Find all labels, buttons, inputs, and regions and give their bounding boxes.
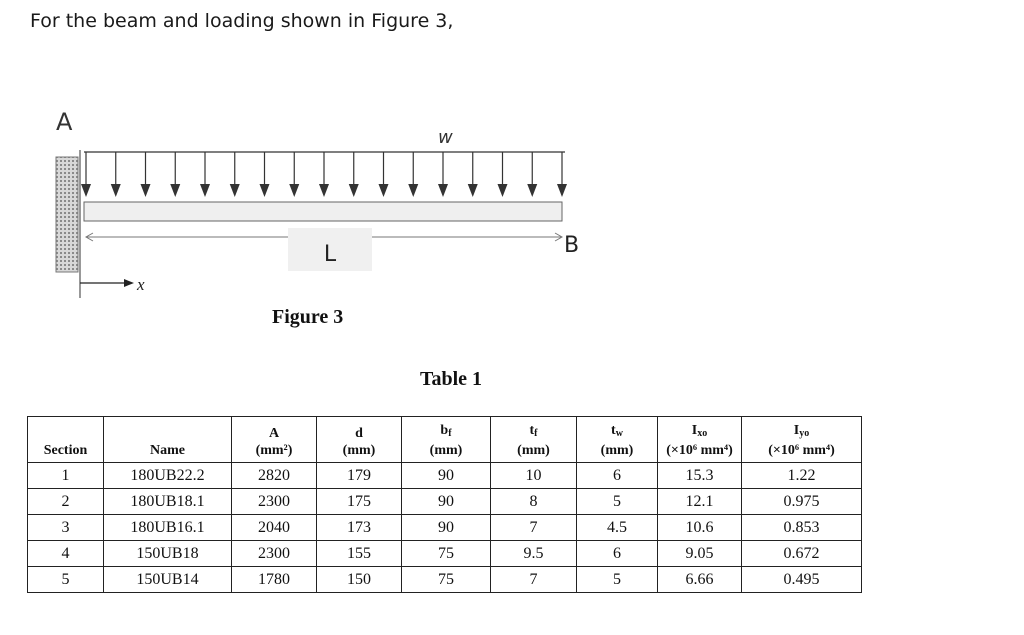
load-arrow-head bbox=[81, 184, 91, 197]
table-cell: 2040 bbox=[232, 515, 317, 541]
column-header bbox=[658, 417, 742, 463]
load-arrow-head bbox=[379, 184, 389, 197]
table-cell: 75 bbox=[402, 541, 491, 567]
table-cell: 150UB18 bbox=[104, 541, 232, 567]
load-arrow-head bbox=[230, 184, 240, 197]
span-label: L bbox=[323, 242, 337, 267]
column-header-subscript: f bbox=[448, 428, 452, 439]
x-axis-arrowhead bbox=[124, 279, 134, 287]
support-label-a: A bbox=[56, 108, 73, 136]
table-cell: 175 bbox=[317, 489, 402, 515]
table-cell: 179 bbox=[317, 463, 402, 489]
column-header bbox=[402, 417, 491, 463]
table-cell: 2300 bbox=[232, 489, 317, 515]
table-row bbox=[28, 567, 862, 593]
table-cell: 9.05 bbox=[658, 541, 742, 567]
table-cell: 180UB16.1 bbox=[104, 515, 232, 541]
table-cell: 2300 bbox=[232, 541, 317, 567]
column-header-label: I bbox=[793, 423, 800, 438]
load-label: w bbox=[438, 127, 453, 148]
table-row bbox=[28, 463, 862, 489]
table-cell: 0.495 bbox=[742, 567, 862, 593]
end-label-b: B bbox=[564, 233, 580, 258]
table-cell: 5 bbox=[577, 489, 658, 515]
load-arrow-head bbox=[468, 184, 478, 197]
column-header bbox=[232, 417, 317, 463]
load-arrow-head bbox=[527, 184, 537, 197]
table-cell: 0.672 bbox=[742, 541, 862, 567]
intro-text: For the beam and loading shown in Figure 3, bbox=[30, 10, 454, 32]
table-cell: 1.22 bbox=[742, 463, 862, 489]
table-cell: 6 bbox=[577, 463, 658, 489]
table-cell: 10.6 bbox=[658, 515, 742, 541]
table-cell: 4 bbox=[28, 541, 104, 567]
table-cell: 2820 bbox=[232, 463, 317, 489]
load-arrow-head bbox=[557, 184, 567, 197]
table-row bbox=[28, 489, 862, 515]
table-cell: 180UB18.1 bbox=[104, 489, 232, 515]
load-arrow-head bbox=[170, 184, 180, 197]
column-header-unit: (mm²) bbox=[255, 443, 293, 458]
table-cell: 6 bbox=[577, 541, 658, 567]
table-cell: 150UB14 bbox=[104, 567, 232, 593]
table-cell: 12.1 bbox=[658, 489, 742, 515]
table-cell: 10 bbox=[491, 463, 577, 489]
load-arrow-head bbox=[141, 184, 151, 197]
column-header-label: b bbox=[440, 423, 449, 438]
table-cell: 5 bbox=[28, 567, 104, 593]
column-header-label: Section bbox=[43, 443, 88, 458]
table-cell: 9.5 bbox=[491, 541, 577, 567]
column-header-unit: (×10⁶ mm⁴) bbox=[666, 443, 733, 458]
column-header-subscript: f bbox=[534, 428, 538, 439]
beam bbox=[84, 202, 562, 221]
load-arrow-head bbox=[319, 184, 329, 197]
table-body bbox=[28, 463, 862, 593]
column-header bbox=[317, 417, 402, 463]
table-cell: 2 bbox=[28, 489, 104, 515]
table-cell: 7 bbox=[491, 567, 577, 593]
load-arrow-head bbox=[349, 184, 359, 197]
column-header bbox=[742, 417, 862, 463]
table-cell: 1 bbox=[28, 463, 104, 489]
table-cell: 75 bbox=[402, 567, 491, 593]
table-cell: 173 bbox=[317, 515, 402, 541]
load-arrow-head bbox=[289, 184, 299, 197]
table-row bbox=[28, 541, 862, 567]
load-arrow-head bbox=[260, 184, 270, 197]
load-arrow-head bbox=[408, 184, 418, 197]
column-header-unit: (mm) bbox=[517, 443, 550, 458]
table-cell: 5 bbox=[577, 567, 658, 593]
column-header-subscript: yo bbox=[799, 428, 810, 439]
load-arrow-head bbox=[111, 184, 121, 197]
table-cell: 0.975 bbox=[742, 489, 862, 515]
column-header-subscript: w bbox=[615, 428, 623, 439]
section-properties-table bbox=[27, 416, 862, 593]
x-axis-label: x bbox=[137, 275, 145, 294]
table-cell: 7 bbox=[491, 515, 577, 541]
table-cell: 8 bbox=[491, 489, 577, 515]
column-header-label: A bbox=[268, 426, 280, 441]
column-header bbox=[28, 417, 104, 463]
load-arrow-head bbox=[200, 184, 210, 197]
column-header bbox=[577, 417, 658, 463]
column-header-label: t bbox=[611, 423, 616, 438]
column-header-label: d bbox=[355, 426, 363, 441]
table-cell: 1780 bbox=[232, 567, 317, 593]
table-cell: 90 bbox=[402, 489, 491, 515]
table-cell: 15.3 bbox=[658, 463, 742, 489]
distributed-load-arrows bbox=[81, 152, 567, 197]
column-header bbox=[491, 417, 577, 463]
fixed-support-wall bbox=[56, 157, 78, 272]
column-header-unit: (mm) bbox=[429, 443, 463, 458]
column-header bbox=[104, 417, 232, 463]
table-cell: 150 bbox=[317, 567, 402, 593]
table-cell: 180UB22.2 bbox=[104, 463, 232, 489]
table-cell: 3 bbox=[28, 515, 104, 541]
table-cell: 90 bbox=[402, 463, 491, 489]
table-cell: 90 bbox=[402, 515, 491, 541]
table-cell: 4.5 bbox=[577, 515, 658, 541]
load-arrow-head bbox=[498, 184, 508, 197]
table-row bbox=[28, 515, 862, 541]
load-arrow-head bbox=[438, 184, 448, 197]
table-cell: 0.853 bbox=[742, 515, 862, 541]
figure-caption: Figure 3 bbox=[272, 306, 344, 328]
table-header-row bbox=[28, 417, 862, 463]
column-header-unit: (×10⁶ mm⁴) bbox=[768, 443, 835, 458]
column-header-subscript: xo bbox=[697, 428, 708, 439]
table-title: Table 1 bbox=[420, 368, 483, 390]
table-cell: 6.66 bbox=[658, 567, 742, 593]
column-header-label: t bbox=[529, 423, 535, 438]
column-header-label: Name bbox=[150, 443, 185, 458]
table-cell: 155 bbox=[317, 541, 402, 567]
column-header-label: I bbox=[691, 423, 698, 438]
column-header-unit: (mm) bbox=[600, 443, 634, 458]
column-header-unit: (mm) bbox=[342, 443, 376, 458]
